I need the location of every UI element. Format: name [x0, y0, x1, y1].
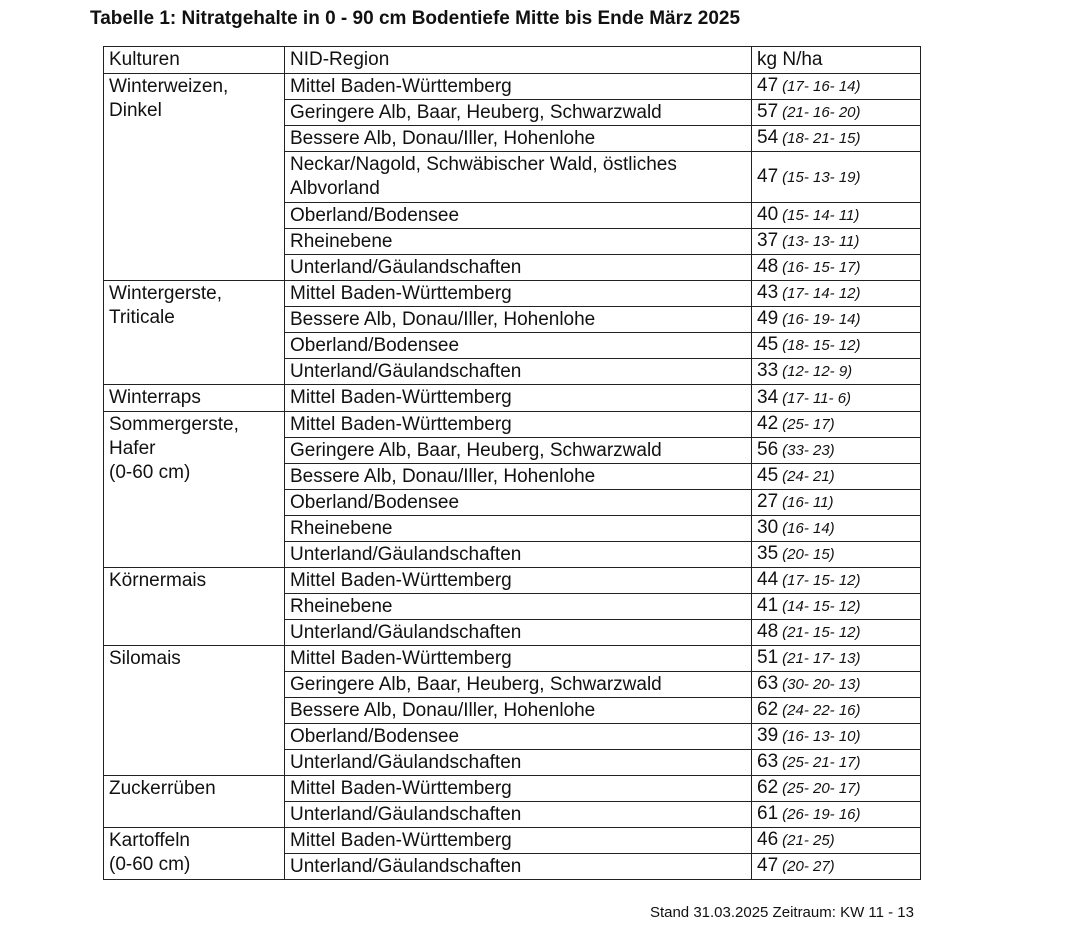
- layer-values: (25- 20- 17): [782, 780, 861, 797]
- value-cell: [752, 74, 921, 100]
- region-cell: Unterland/Gäulandschaften: [285, 359, 752, 385]
- value-cell: [752, 802, 921, 828]
- value-cell: [752, 203, 921, 229]
- crop-label-line: Kartoffeln: [109, 830, 190, 851]
- value-cell: [752, 646, 921, 672]
- crop-cell: [104, 412, 285, 568]
- nitrate-value: 61: [757, 803, 779, 824]
- value-cell: [752, 698, 921, 724]
- layer-values: (20- 15): [782, 546, 835, 563]
- table-row: [104, 385, 921, 412]
- layer-values: (18- 15- 12): [782, 337, 861, 354]
- nitrate-value: 62: [757, 699, 779, 720]
- nitrate-value: 51: [757, 647, 779, 668]
- layer-values: (17- 14- 12): [782, 285, 861, 302]
- layer-values: (16- 19- 14): [782, 311, 861, 328]
- region-cell: Unterland/Gäulandschaften: [285, 750, 752, 776]
- region-cell: Mittel Baden-Württemberg: [285, 281, 752, 307]
- value-cell: [752, 828, 921, 854]
- value-cell: [752, 359, 921, 385]
- value-cell: [752, 126, 921, 152]
- layer-values: (17- 11- 6): [782, 389, 852, 407]
- crop-cell: [104, 828, 285, 880]
- table-row: [104, 74, 921, 100]
- layer-values: (21- 25): [782, 832, 835, 849]
- layer-values: (15- 14- 11): [782, 207, 860, 224]
- nitrate-table: [103, 46, 921, 880]
- nitrate-value: 56: [757, 439, 779, 460]
- crop-label-line: Silomais: [109, 648, 181, 669]
- region-cell: Mittel Baden-Württemberg: [285, 412, 752, 438]
- value-cell: [752, 620, 921, 646]
- layer-values: (21- 16- 20): [782, 104, 861, 121]
- nitrate-value: 44: [757, 569, 779, 590]
- header-region: NID-Region: [285, 47, 752, 74]
- table-body: [104, 74, 921, 880]
- region-cell: Oberland/Bodensee: [285, 490, 752, 516]
- layer-values: (15- 13- 19): [782, 168, 861, 186]
- table-title: Tabelle 1: Nitratgehalte in 0 - 90 cm Bodentiefe Mitte bis Ende März 2025: [90, 8, 741, 29]
- header-row: [104, 47, 921, 74]
- layer-values: (16- 11): [782, 494, 834, 511]
- layer-values: (16- 15- 17): [782, 259, 861, 276]
- region-cell: Rheinebene: [285, 229, 752, 255]
- layer-values: (13- 13- 11): [782, 233, 860, 250]
- layer-values: (21- 17- 13): [782, 650, 861, 667]
- nitrate-value: 63: [757, 673, 779, 694]
- value-cell: [752, 490, 921, 516]
- region-cell: Unterland/Gäulandschaften: [285, 255, 752, 281]
- value-cell: [752, 229, 921, 255]
- table-row: [104, 281, 921, 307]
- nitrate-value: 54: [757, 127, 779, 148]
- crop-cell: [104, 776, 285, 828]
- nitrate-value: 33: [757, 360, 779, 381]
- nitrate-value: 35: [757, 543, 779, 564]
- region-cell: Mittel Baden-Württemberg: [285, 776, 752, 802]
- region-cell: Neckar/Nagold, Schwäbischer Wald, östliches Albvorland: [285, 152, 752, 203]
- layer-values: (33- 23): [782, 442, 835, 459]
- region-cell: Rheinebene: [285, 516, 752, 542]
- value-cell: [752, 776, 921, 802]
- value-cell: [752, 438, 921, 464]
- layer-values: (14- 15- 12): [782, 598, 861, 615]
- crop-label-line: (0-60 cm): [109, 854, 191, 875]
- layer-values: (30- 20- 13): [782, 676, 861, 693]
- nitrate-value: 37: [757, 230, 779, 251]
- table-row: [104, 412, 921, 438]
- header-value: kg N/ha: [752, 47, 921, 74]
- nitrate-value: 40: [757, 204, 779, 225]
- region-cell: Geringere Alb, Baar, Heuberg, Schwarzwald: [285, 100, 752, 126]
- layer-values: (26- 19- 16): [782, 806, 861, 823]
- layer-values: (17- 16- 14): [782, 78, 861, 95]
- region-cell: Bessere Alb, Donau/Iller, Hohenlohe: [285, 126, 752, 152]
- region-cell: Bessere Alb, Donau/Iller, Hohenlohe: [285, 464, 752, 490]
- layer-values: (12- 12- 9): [782, 363, 853, 380]
- nitrate-value: 45: [757, 465, 779, 486]
- value-cell: [752, 255, 921, 281]
- table-row: [104, 568, 921, 594]
- region-cell: Unterland/Gäulandschaften: [285, 542, 752, 568]
- value-cell: [752, 152, 921, 203]
- nitrate-value: 47: [757, 855, 779, 876]
- layer-values: (20- 27): [782, 858, 835, 875]
- crop-label-line: Triticale: [109, 307, 175, 328]
- crop-label-line: Sommergerste,: [109, 414, 239, 435]
- region-cell: Unterland/Gäulandschaften: [285, 854, 752, 880]
- nitrate-value: 62: [757, 777, 779, 798]
- region-cell: Mittel Baden-Württemberg: [285, 74, 752, 100]
- layer-values: (17- 15- 12): [782, 572, 861, 589]
- value-cell: [752, 750, 921, 776]
- layer-values: (21- 15- 12): [782, 624, 861, 641]
- crop-cell: [104, 568, 285, 646]
- crop-label-line: Winterweizen,: [109, 76, 229, 97]
- nitrate-value: 46: [757, 829, 779, 850]
- table-row: [104, 776, 921, 802]
- layer-values: (24- 21): [782, 468, 835, 485]
- region-cell: Geringere Alb, Baar, Heuberg, Schwarzwald: [285, 672, 752, 698]
- region-cell: Oberland/Bodensee: [285, 724, 752, 750]
- region-cell: Mittel Baden-Württemberg: [285, 828, 752, 854]
- crop-cell: [104, 646, 285, 776]
- value-cell: [752, 542, 921, 568]
- region-cell: Mittel Baden-Württemberg: [285, 646, 752, 672]
- layer-values: (25- 17): [782, 416, 835, 433]
- crop-label-line: Winterraps: [109, 387, 201, 408]
- crop-label-line: Körnermais: [109, 570, 207, 591]
- table-row: [104, 646, 921, 672]
- value-cell: [752, 385, 921, 412]
- region-cell: Mittel Baden-Württemberg: [285, 385, 752, 412]
- nitrate-value: 48: [757, 621, 779, 642]
- nitrate-value: 63: [757, 751, 779, 772]
- nitrate-value: 34: [757, 386, 779, 408]
- value-cell: [752, 594, 921, 620]
- layer-values: (25- 21- 17): [782, 754, 861, 771]
- value-cell: [752, 307, 921, 333]
- nitrate-value: 48: [757, 256, 779, 277]
- nitrate-value: 57: [757, 101, 779, 122]
- nitrate-value: 39: [757, 725, 779, 746]
- region-cell: Geringere Alb, Baar, Heuberg, Schwarzwald: [285, 438, 752, 464]
- region-cell: Unterland/Gäulandschaften: [285, 620, 752, 646]
- region-cell: Bessere Alb, Donau/Iller, Hohenlohe: [285, 307, 752, 333]
- nitrate-value: 47: [757, 75, 779, 96]
- table-row: [104, 828, 921, 854]
- value-cell: [752, 412, 921, 438]
- value-cell: [752, 568, 921, 594]
- layer-values: (18- 21- 15): [782, 130, 861, 147]
- value-cell: [752, 724, 921, 750]
- layer-values: (16- 13- 10): [782, 728, 861, 745]
- value-cell: [752, 854, 921, 880]
- value-cell: [752, 516, 921, 542]
- region-cell: Unterland/Gäulandschaften: [285, 802, 752, 828]
- nitrate-value: 27: [757, 491, 779, 512]
- crop-label-line: Zuckerrüben: [109, 778, 216, 799]
- crop-cell: [104, 281, 285, 385]
- crop-cell: [104, 385, 285, 412]
- crop-label-line: Wintergerste,: [109, 283, 222, 304]
- header-crop: Kulturen: [104, 47, 285, 74]
- layer-values: (24- 22- 16): [782, 702, 861, 719]
- crop-label-line: Dinkel: [109, 100, 162, 121]
- nitrate-value: 41: [757, 595, 779, 616]
- footer-note: Stand 31.03.2025 Zeitraum: KW 11 - 13: [649, 904, 914, 921]
- nitrate-value: 43: [757, 282, 779, 303]
- region-cell: Bessere Alb, Donau/Iller, Hohenlohe: [285, 698, 752, 724]
- value-cell: [752, 464, 921, 490]
- value-cell: [752, 333, 921, 359]
- region-cell: Oberland/Bodensee: [285, 333, 752, 359]
- crop-label-line: Hafer: [109, 438, 156, 459]
- nitrate-value: 42: [757, 413, 779, 434]
- nitrate-value: 30: [757, 517, 779, 538]
- nitrate-value: 45: [757, 334, 779, 355]
- nitrate-value: 49: [757, 308, 779, 329]
- value-cell: [752, 281, 921, 307]
- layer-values: (16- 14): [782, 520, 835, 537]
- nitrate-value: 47: [757, 165, 779, 187]
- value-cell: [752, 100, 921, 126]
- region-cell: Rheinebene: [285, 594, 752, 620]
- region-cell: Oberland/Bodensee: [285, 203, 752, 229]
- crop-label-line: (0-60 cm): [109, 462, 191, 483]
- region-cell: Mittel Baden-Württemberg: [285, 568, 752, 594]
- value-cell: [752, 672, 921, 698]
- crop-cell: [104, 74, 285, 281]
